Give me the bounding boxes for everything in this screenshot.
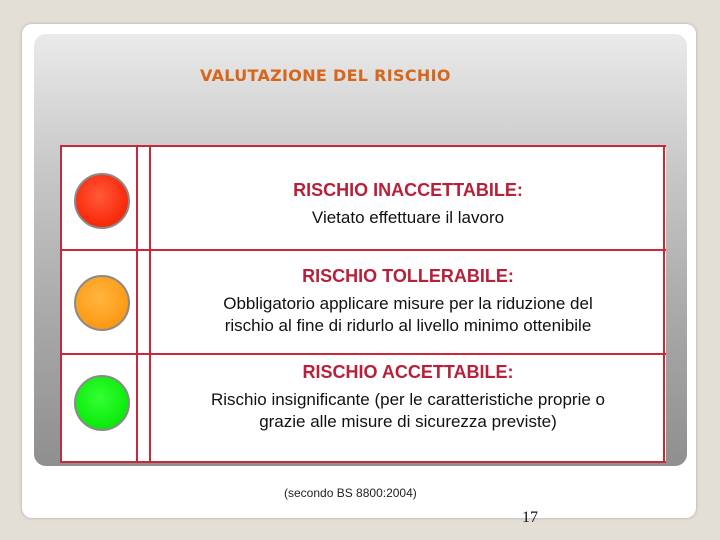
table-border-left bbox=[60, 145, 62, 463]
risk-description bbox=[152, 293, 664, 337]
risk-description-line: Vietato effettuare il lavoro bbox=[311, 208, 505, 227]
orange-traffic-light-icon bbox=[74, 275, 130, 331]
page-number: 17 bbox=[522, 509, 538, 526]
risk-heading: RISCHIO TOLLERABILE: bbox=[302, 266, 514, 286]
risk-description-line: Rischio insignificante (per le caratteristiche proprie o bbox=[210, 390, 605, 409]
column-divider bbox=[149, 145, 151, 463]
risk-row-tolerable bbox=[152, 265, 664, 337]
risk-description-line: grazie alle misure di sicurezza previste) bbox=[259, 412, 557, 431]
risk-row-acceptable bbox=[152, 361, 664, 433]
risk-heading: RISCHIO INACCETTABILE: bbox=[293, 180, 523, 200]
risk-description bbox=[152, 389, 664, 433]
green-traffic-light-icon bbox=[74, 375, 130, 431]
red-traffic-light-icon bbox=[74, 173, 130, 229]
risk-description bbox=[152, 207, 664, 229]
risk-heading: RISCHIO ACCETTABILE: bbox=[302, 362, 514, 382]
risk-description-line: Obbligatorio applicare misure per la riduzione del bbox=[223, 294, 593, 313]
column-divider bbox=[136, 145, 138, 463]
risk-description-line: rischio al fine di ridurlo al livello minimo ottenibile bbox=[224, 316, 592, 335]
risk-table bbox=[60, 145, 666, 463]
risk-row-unacceptable bbox=[152, 179, 664, 229]
source-citation: (secondo BS 8800:2004) bbox=[284, 486, 417, 500]
slide-title: VALUTAZIONE DEL RISCHIO bbox=[200, 66, 451, 85]
